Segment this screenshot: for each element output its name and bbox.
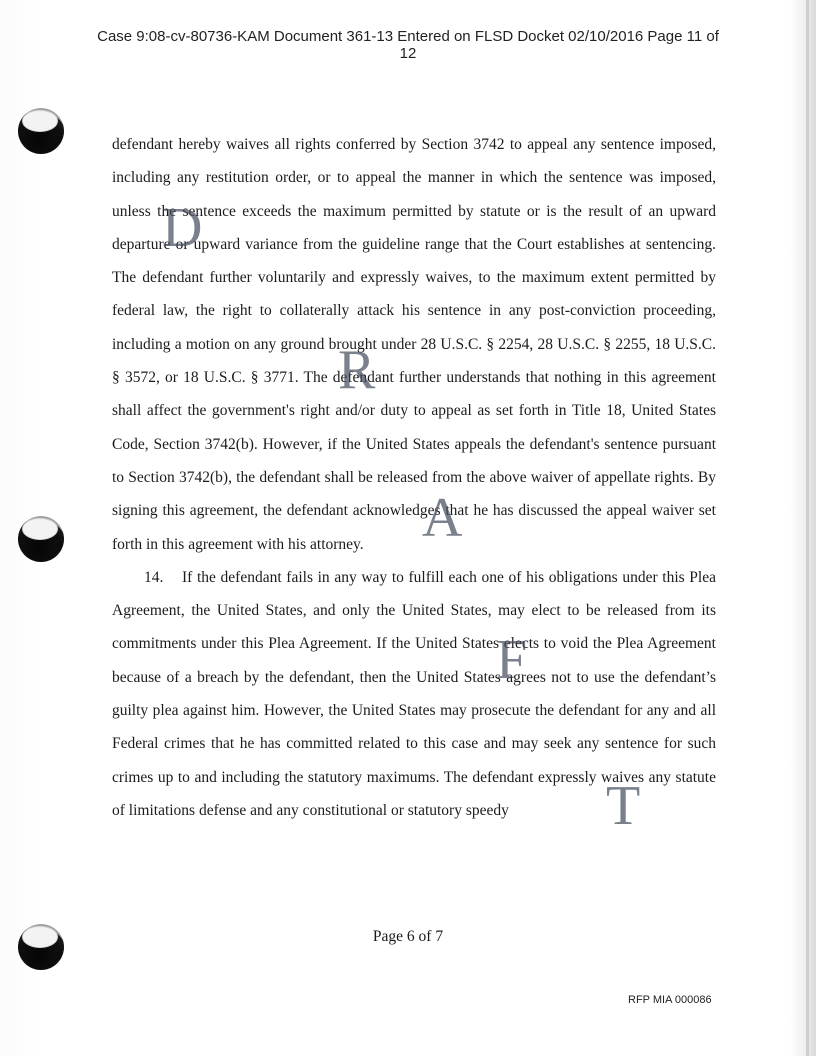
- paragraph-number: 14.: [144, 568, 164, 586]
- plea-agreement-body: [112, 128, 716, 827]
- draft-stamp-letter-a: A: [422, 487, 463, 549]
- paragraph-14: [112, 561, 716, 827]
- draft-stamp-letter-t: T: [606, 775, 641, 837]
- court-filing-header: [40, 28, 776, 62]
- page-edge: [806, 0, 809, 1056]
- header-line-2: 12: [399, 45, 417, 62]
- draft-stamp-letter-r: R: [338, 339, 376, 401]
- punch-hole-top: [18, 108, 64, 154]
- header-line-1: Case 9:08-cv-80736-KAM Document 361-13 Entered on FLSD Docket 02/10/2016 Page 11 of: [97, 28, 719, 45]
- bates-number: RFP MIA 000086: [628, 994, 712, 1006]
- draft-stamp-letter-f: F: [496, 629, 528, 691]
- page-number-footer: Page 6 of 7: [372, 928, 444, 945]
- punch-hole-middle: [18, 516, 64, 562]
- paragraph-14-text: If the defendant fails in any way to fulfill each one of his obligations under this Plea Agreement, the United States, and only the United States, may elect to be released from its commitments under this Plea Agreement. If the United States elects to void the Plea Agreement because of a breach by the defendant, then the United States agrees not to use the defendant’s guilty plea against him. However, the United States may prosecute the defendant for any and all Federal crimes that he has committed related to this case and may seek any sentence for such crimes up to and including the statutory maximums. The defendant expressly waives any statute of limitations defense and any constitutional or statutory speedy: [112, 568, 716, 819]
- paragraph-appeal-waiver: defendant hereby waives all rights conferred by Section 3742 to appeal any sentence imposed, including any restitution order, or to appeal the manner in which the sentence was imposed, unless the sentence exceeds the maximum permitted by statute or is the result of an upward departure or upward variance from the guideline range that the Court establishes at sentencing. The defendant further voluntarily and expressly waives, to the maximum extent permitted by federal law, the right to collaterally attack his sentence in any post-conviction proceeding, including a motion on any ground brought under 28 U.S.C. § 2254, 28 U.S.C. § 2255, 18 U.S.C. § 3572, or 18 U.S.C. § 3771. The defendant further understands that nothing in this agreement shall affect the government's right and/or duty to appeal as set forth in Title 18, United States Code, Section 3742(b). However, if the United States appeals the defendant's sentence pursuant to Section 3742(b), the defendant shall be released from the above waiver of appellate rights. By signing this agreement, the defendant acknowledges that he has discussed the appeal waiver set forth in this agreement with his attorney.: [112, 136, 716, 553]
- draft-stamp-letter-d: D: [162, 197, 203, 259]
